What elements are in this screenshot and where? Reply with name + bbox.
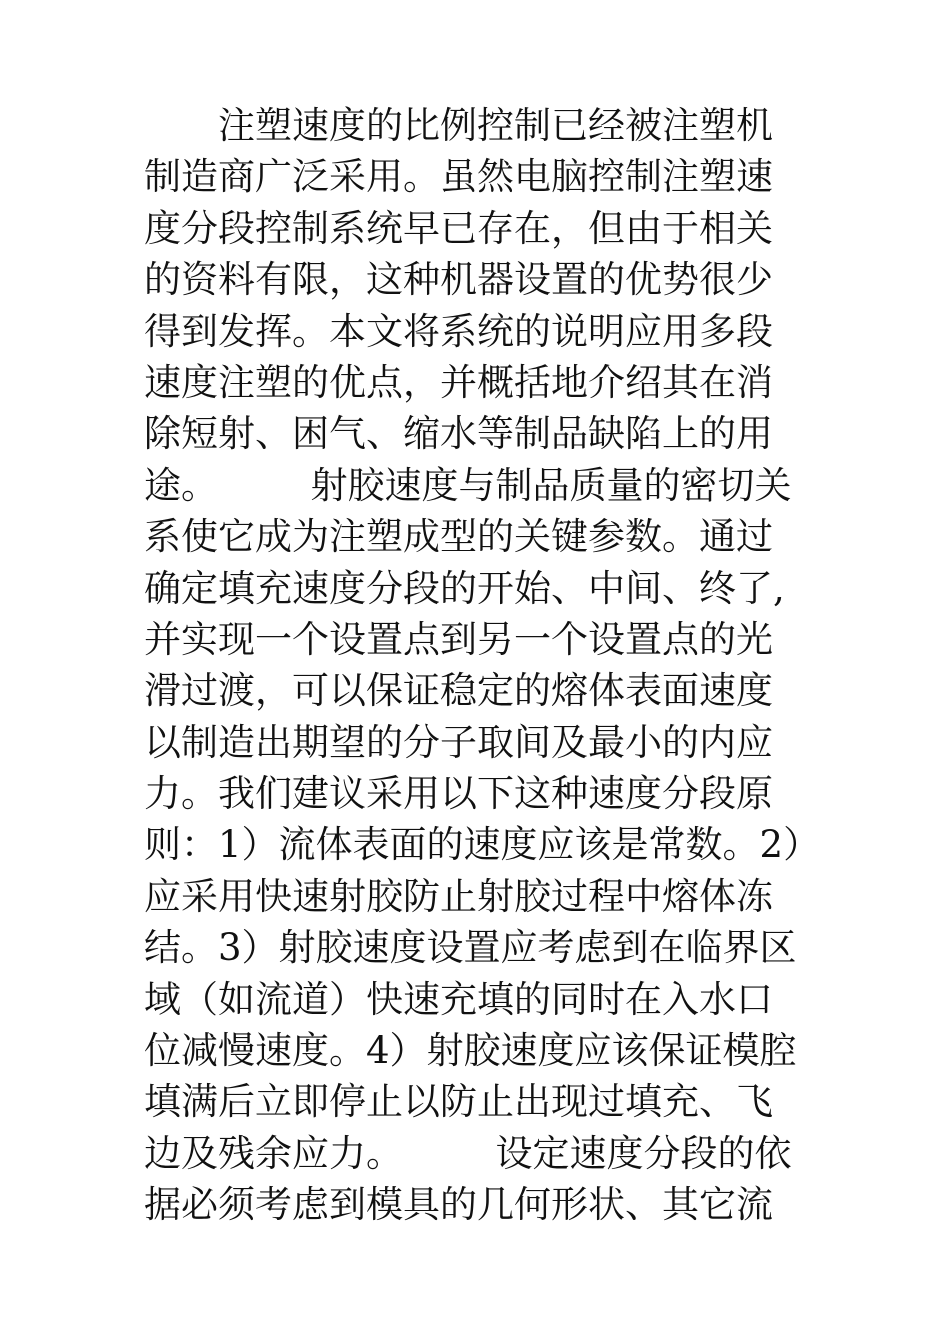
text-line: 边及残余应力。 设定速度分段的依 — [144, 1131, 792, 1175]
text-line: 并实现一个设置点到另一个设置点的光 — [144, 617, 773, 661]
text-line: 滑过渡，可以保证稳定的熔体表面速度 — [144, 669, 773, 713]
text-line: 填满后立即停止以防止出现过填充、飞 — [144, 1080, 773, 1124]
text-line: 则：1）流体表面的速度应该是常数。2） — [144, 823, 821, 867]
text-line: 制造商广泛采用。虽然电脑控制注塑速 — [144, 155, 773, 199]
text-line: 以制造出期望的分子取间及最小的内应 — [144, 720, 773, 764]
text-line: 度分段控制系统早已存在，但由于相关 — [144, 206, 773, 250]
text-line: 据必须考虑到模具的几何形状、其它流 — [144, 1183, 773, 1227]
text-line: 系使它成为注塑成型的关键参数。通过 — [144, 515, 773, 559]
text-line: 速度注塑的优点，并概括地介绍其在消 — [144, 360, 773, 404]
text-line: 除短射、困气、缩水等制品缺陷上的用 — [144, 412, 773, 456]
text-line: 得到发挥。本文将系统的说明应用多段 — [144, 309, 773, 353]
text-line: 途。 射胶速度与制品质量的密切关 — [144, 463, 792, 507]
text-line: 应采用快速射胶防止射胶过程中熔体冻 — [144, 874, 773, 918]
text-line: 的资料有限，这种机器设置的优势很少 — [144, 258, 773, 302]
text-line: 位减慢速度。4）射胶速度应该保证模腔 — [144, 1029, 797, 1073]
text-line: 结。3）射胶速度设置应考虑到在临界区 — [144, 926, 797, 970]
text-line: 力。我们建议采用以下这种速度分段原 — [144, 772, 773, 816]
text-line: 确定填充速度分段的开始、中间、终了, — [144, 566, 785, 610]
text-line: 域（如流道）快速充填的同时在入水口 — [144, 977, 773, 1021]
text-line: 注塑速度的比例控制已经被注塑机 — [144, 104, 773, 147]
body-text — [144, 100, 824, 1231]
